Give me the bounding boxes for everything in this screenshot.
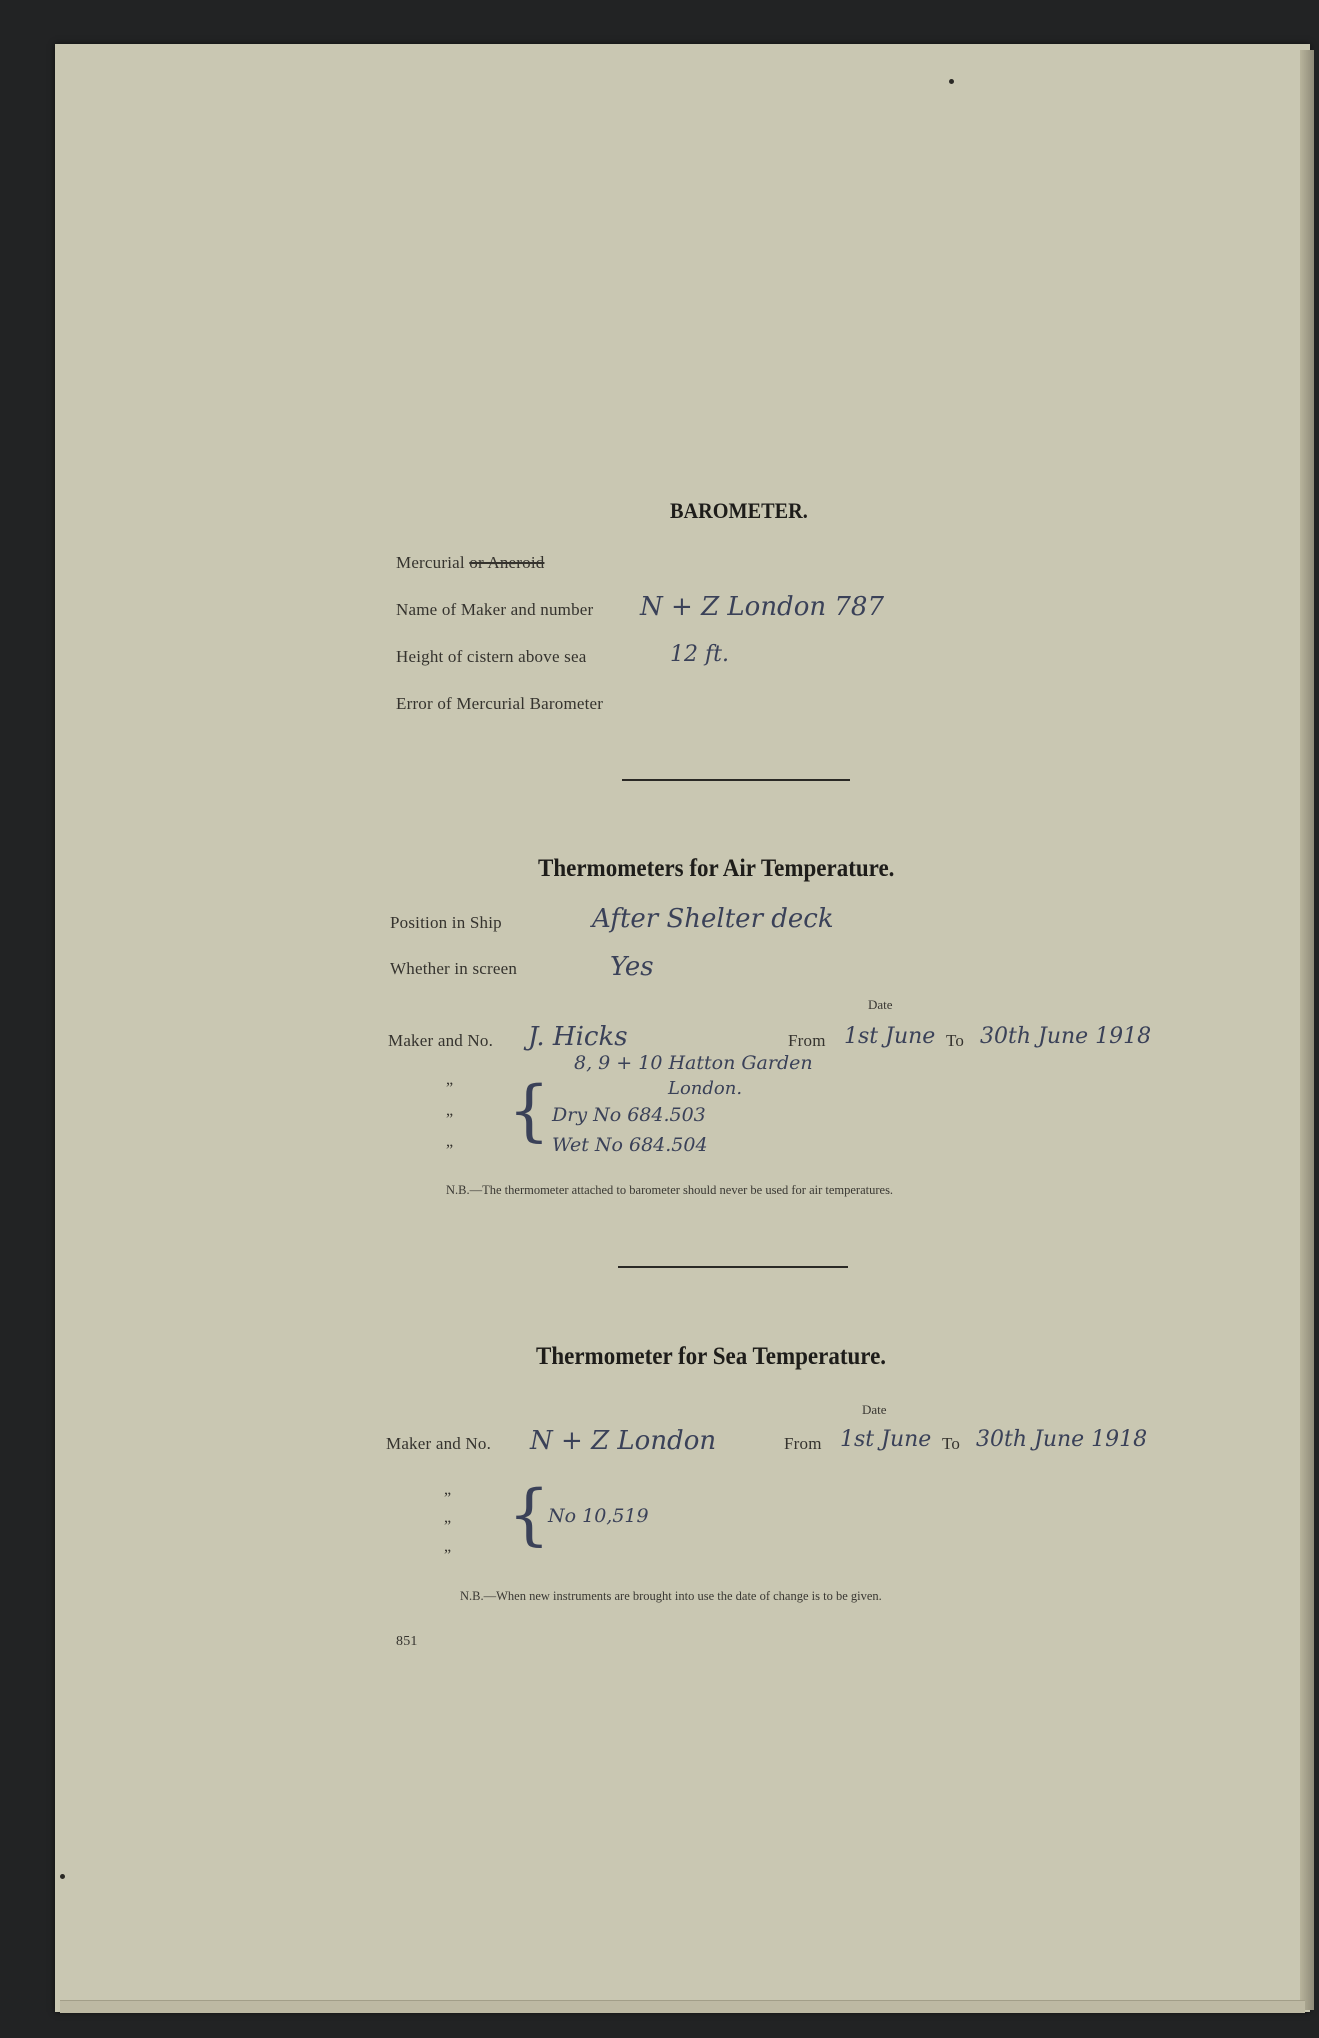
screen-value: Yes [610,952,654,982]
air-date-heading: Date [868,997,893,1012]
barometer-maker-value: N + Z London 787 [640,592,884,622]
wet-thermometer-value: Wet No 684.504 [552,1134,708,1156]
barometer-maker-label: Name of Maker and number [396,600,594,619]
ditto-mark: ” [446,1111,454,1128]
sea-from-label: From [784,1434,822,1453]
sea-maker-value: N + Z London [530,1426,717,1456]
air-maker-address-line1: 8, 9 + 10 Hatton Garden [574,1052,813,1074]
barometer-title: BAROMETER. [670,498,808,523]
sea-maker-label: Maker and No. [386,1434,492,1453]
cistern-height-label: Height of cistern above sea [396,647,587,666]
sea-from-value: 1st June [840,1427,932,1452]
ditto-mark: ” [444,1518,452,1535]
ditto-mark: ” [446,1142,454,1159]
sea-thermometer-title: Thermometer for Sea Temperature. [536,1343,887,1370]
air-to-value: 30th June 1918 [980,1024,1152,1049]
barometer-error-label: Error of Mercurial Barometer [396,694,604,713]
mercurial-text: Mercurial [396,553,465,572]
air-maker-address-line2: London. [668,1078,743,1099]
sea-date-heading: Date [862,1402,887,1417]
mercurial-label [396,553,544,573]
section-divider [618,1266,848,1268]
sea-note: N.B.—When new instruments are brought into use the date of change is to be given. [460,1589,882,1603]
air-maker-label: Maker and No. [388,1031,494,1050]
air-maker-value: J. Hicks [528,1022,628,1052]
section-divider [622,779,850,781]
page-bottom-edge [60,2000,1305,2013]
ink-speck [949,79,954,84]
dry-thermometer-value: Dry No 684.503 [552,1104,706,1126]
page-number: 851 [396,1634,418,1649]
air-note: N.B.—The thermometer attached to barometer should never be used for air temperatures. [446,1183,894,1197]
air-to-label: To [946,1031,965,1050]
screen-label: Whether in screen [390,959,518,978]
brace-mark: { [508,1476,550,1553]
sea-to-value: 30th June 1918 [976,1427,1148,1452]
page-edge [1300,50,1314,2010]
air-from-value: 1st June [844,1024,936,1049]
ditto-mark: ” [444,1490,452,1507]
aneroid-struck-text: or Aneroid [469,553,545,572]
brace-mark: { [508,1072,550,1149]
sea-to-label: To [942,1434,961,1453]
cistern-height-value: 12 ft. [670,642,729,667]
air-from-label: From [788,1031,826,1050]
ditto-mark: ” [444,1547,452,1564]
sea-thermometer-number: No 10,519 [548,1505,649,1527]
ditto-mark: ” [446,1080,454,1097]
position-in-ship-label: Position in Ship [390,913,502,932]
ink-speck [60,1874,65,1879]
air-thermometers-title: Thermometers for Air Temperature. [538,855,895,882]
position-in-ship-value: After Shelter deck [592,904,834,934]
